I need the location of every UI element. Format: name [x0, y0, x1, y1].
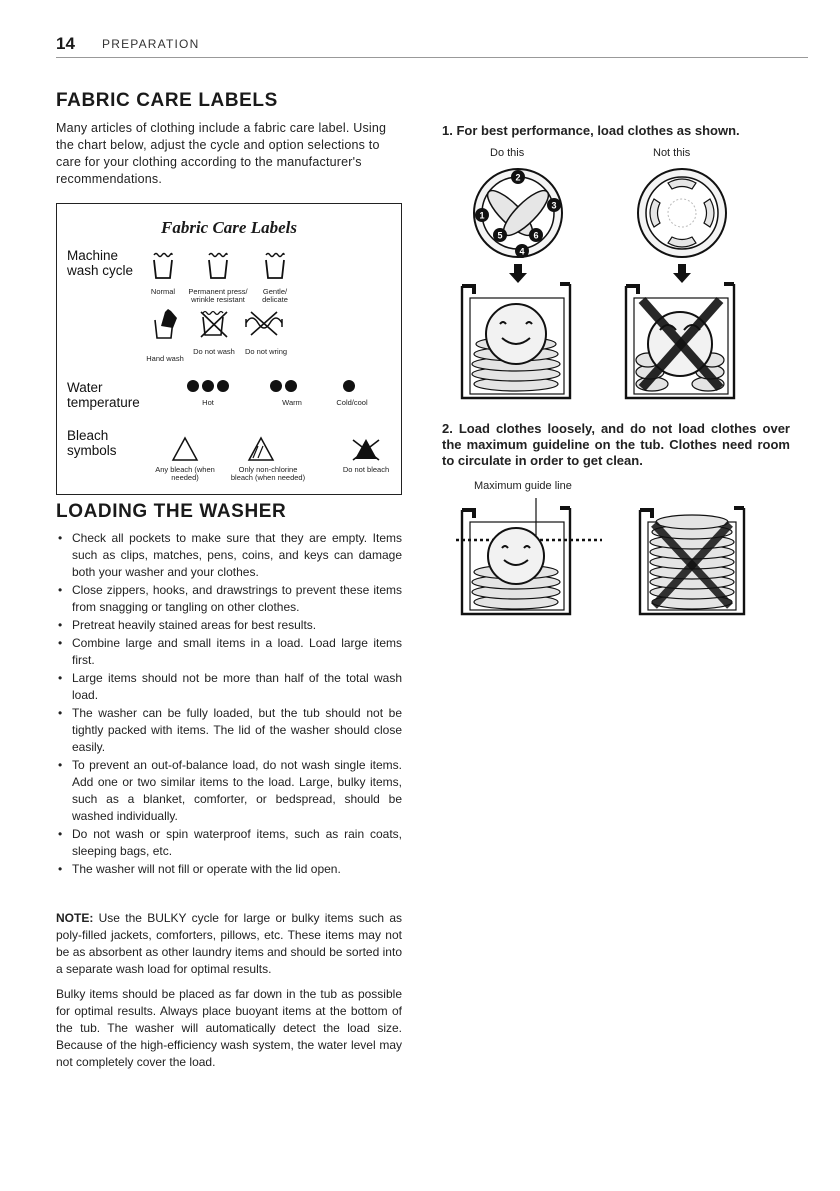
do-not-wring-caption: Do not wring [244, 347, 288, 356]
page-header [56, 34, 808, 58]
do-this-caption: Do this [490, 147, 525, 159]
step-2-text: 2. Load clothes loosely, and do not load clothes over the maximum guideline on the tub. Clothes need room to circulate in order to get clean. [442, 421, 790, 468]
load-order-label-6: 6 [533, 230, 539, 241]
hand-wash-caption: Hand wash [146, 354, 184, 363]
fabric-care-chart [56, 203, 402, 495]
load-order-label-1: 1 [479, 210, 485, 221]
temperature-dots [185, 378, 395, 394]
list-item: • Combine large and small items in a load. Load large items first. [56, 635, 402, 669]
list-item: • Do not wash or spin waterproof items, such as rain coats, sleeping bags, etc. [56, 826, 402, 860]
list-item: • Pretreat heavily stained areas for best results. [56, 617, 402, 634]
note-paragraph [56, 910, 402, 978]
row-label-water-temperature: Water temperature [67, 380, 140, 410]
not-this-caption: Not this [653, 147, 691, 159]
hand-wash-icon [151, 306, 181, 340]
non-chlorine-bleach-icon [247, 436, 275, 462]
hot-dot-3-icon [217, 380, 229, 392]
bulky-items-paragraph: Bulky items should be placed as far down in the tub as possible for optimal results. Always place buoyant items at the bottom of the tub. The washer will automatically detect the load size. Because of the high-efficiency wash system, the water level may not completely cover the load. [56, 987, 402, 1069]
gentle-delicate-icon [264, 252, 286, 280]
do-not-bleach-caption: Do not bleach [342, 465, 390, 474]
permanent-press-icon [207, 252, 229, 280]
incorrect-load-top-view [634, 165, 730, 261]
do-not-bleach-icon [351, 436, 381, 462]
hot-dot-1-icon [187, 380, 199, 392]
list-item: • Check all pockets to make sure that they are empty. Items such as clips, matches, pens, coins, and keys can damage both your washer and your clothes. [56, 530, 402, 581]
gentle-caption: Gentle/ delicate [262, 287, 288, 304]
incorrect-load-side-view [620, 280, 742, 404]
fabric-care-intro: Many articles of clothing include a fabric care label. Using the chart below, adjust the cycle and option selections to care for your clothing according to the manufacturer's recommendations. [56, 121, 387, 186]
hot-dot-2-icon [202, 380, 214, 392]
max-line-correct-view [456, 496, 606, 620]
load-order-label-4: 4 [519, 246, 525, 257]
maximum-guide-line-caption: Maximum guide line [474, 480, 572, 492]
note-label: NOTE: [56, 911, 94, 925]
step-1-text: 1. For best performance, load clothes as shown. [442, 123, 740, 138]
hot-caption: Hot [202, 398, 214, 407]
warm-caption: Warm [282, 398, 302, 407]
correct-load-side-view [456, 280, 578, 404]
row-label-machine-wash: Machine wash cycle [67, 248, 134, 278]
load-order-label-5: 5 [497, 230, 503, 241]
warm-dot-2-icon [285, 380, 297, 392]
section-title: PREPARATION [102, 37, 200, 51]
normal-wash-icon [152, 252, 174, 280]
do-not-wring-icon [243, 310, 285, 336]
cold-caption: Cold/cool [336, 398, 368, 407]
cold-dot-icon [343, 380, 355, 392]
load-order-label-2: 2 [515, 172, 521, 183]
any-bleach-caption: Any bleach (when needed) [155, 465, 215, 482]
fabric-care-heading: FABRIC CARE LABELS [56, 90, 278, 111]
normal-caption: Normal [150, 287, 176, 296]
do-not-wash-icon [199, 310, 229, 338]
row-label-bleach: Bleach symbols [67, 428, 117, 458]
permanent-press-caption: Permanent press/ wrinkle resistant [188, 287, 248, 304]
page-number: 14 [56, 34, 75, 53]
list-item: • Large items should not be more than half of the total wash load. [56, 670, 402, 704]
load-order-label-3: 3 [551, 200, 557, 211]
chart-title: Fabric Care Labels [161, 218, 297, 237]
loading-bullet-list [56, 530, 402, 879]
overloaded-view [634, 504, 752, 620]
list-item: • The washer can be fully loaded, but the tub should not be tightly packed with items. The lid of the washer should close easily. [56, 705, 402, 756]
loading-heading: LOADING THE WASHER [56, 501, 287, 522]
fabric-care-section [56, 90, 402, 188]
non-chlorine-bleach-caption: Only non-chlorine bleach (when needed) [230, 465, 306, 482]
note-text: Use the BULKY cycle for large or bulky items such as poly-filled jackets, comforters, pillows, etc. These items may not be as absorbent as other laundry items and should be sorted into a separate wash load for optimal results. [56, 911, 402, 976]
list-item: • Close zippers, hooks, and drawstrings to prevent these items from snagging or tangling on other clothes. [56, 582, 402, 616]
correct-load-top-view [470, 165, 566, 261]
warm-dot-1-icon [270, 380, 282, 392]
any-bleach-icon [171, 436, 199, 462]
do-not-wash-caption: Do not wash [193, 347, 235, 356]
list-item: • To prevent an out-of-balance load, do not wash single items. Add one or two similar items to the load. Large, bulky items, such as a blanket, comforter, or bedspread, should be washed individually. [56, 757, 402, 825]
list-item: • The washer will not fill or operate with the lid open. [56, 861, 402, 878]
